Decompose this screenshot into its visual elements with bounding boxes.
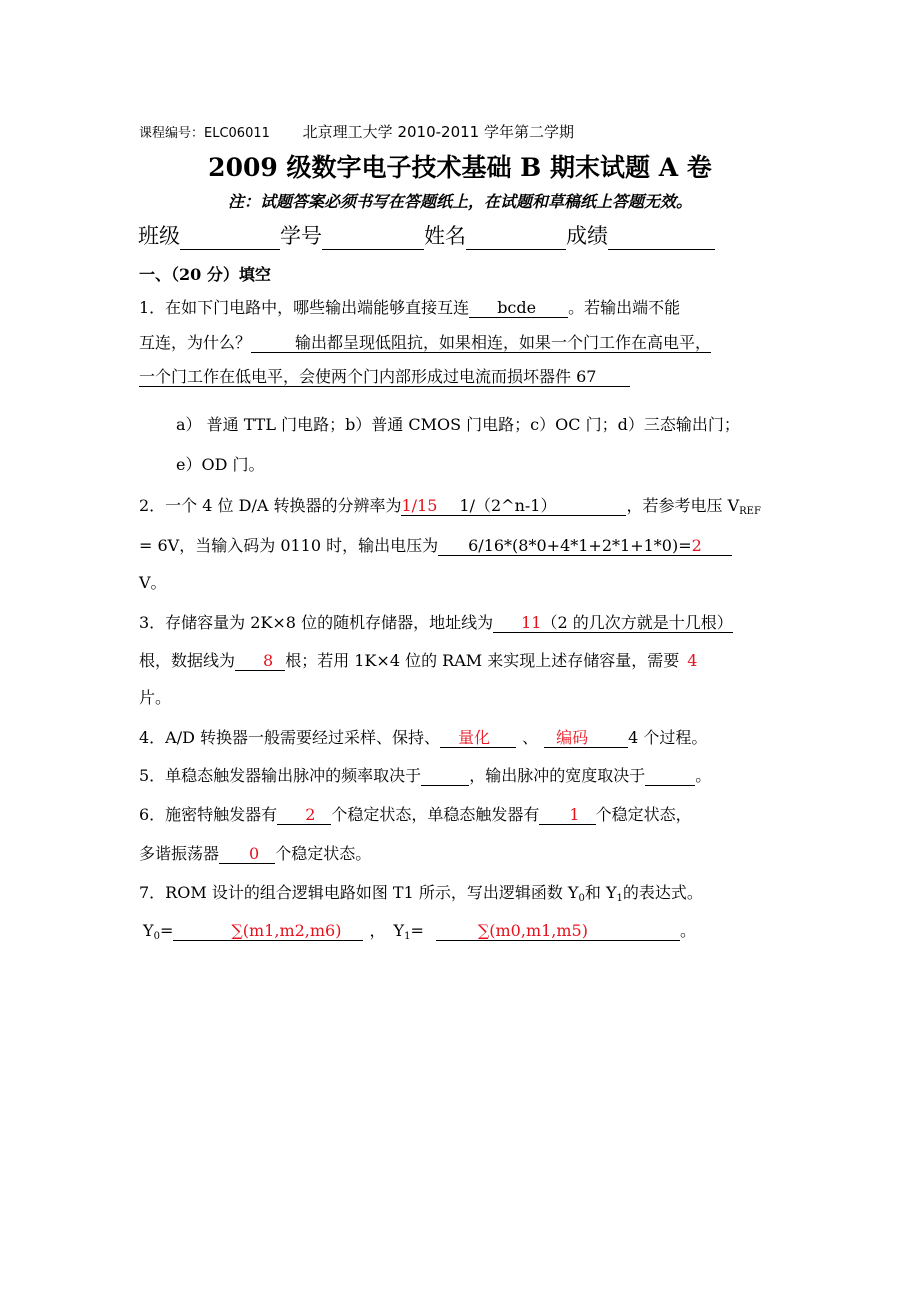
q1-line1 [139,295,680,318]
q1-line3 [139,367,630,387]
university-term: 北京理工大学 2010-2011 学年第二学期 [302,123,574,141]
name-label: 姓名 [424,224,466,248]
q3-line1 [139,610,733,633]
q6-text: 多谐振荡器 [139,844,220,863]
q2-text: 2．一个 4 位 D/A 转换器的分辨率为 [139,496,402,515]
q7-sub: 0 [578,893,585,904]
q5-text: 。 [695,766,712,785]
q1-options: e）OD 门。 [176,455,265,474]
q7-y: Y [143,921,154,940]
class-blank [180,227,280,250]
q7-y: Y [393,921,405,940]
q3-answer2: 8 [235,652,285,671]
q7-sub: 1 [616,893,623,904]
q3-line2 [139,648,697,671]
q3-answer [493,614,733,633]
q3-answer-red: 11 [521,613,542,632]
q6-line1 [139,802,692,825]
name-blank [466,227,566,250]
q1-reason: 一个门工作在低电平，会使两个门内部形成过电流而损坏器件 67 [139,368,630,387]
q3-unit: 片。 [139,688,172,707]
exam-title: 2009 级数字电子技术基础 B 期末试题 A 卷 [208,153,712,182]
score-blank [608,227,715,250]
q7-comma: ， [369,921,386,940]
q5-blank2 [645,767,695,786]
q2-answer2-red: 2 [691,536,702,555]
q1-text: 1．在如下门电路中，哪些输出端能够直接互连 [139,298,470,317]
q3-answer3: 4 [687,651,698,670]
q7-eq: = [159,921,174,940]
q3-text: 根，数据线为 [139,651,236,670]
header [139,121,574,142]
q4-text: 4．A/D 转换器一般需要经过采样、保持、 [139,728,441,747]
q5-text: 5．单稳态触发器输出脉冲的频率取决于 [139,766,422,785]
q1-text: 。若输出端不能 [568,298,681,317]
q1-text: 互连，为什么？ [139,333,252,352]
q2-formula: 6/16*(8*0+4*1+2*1+1*0)= [468,536,692,555]
q6-text: 个稳定状态， [595,805,692,824]
id-label: 学号 [280,224,322,248]
q1-reason: 输出都呈现低阻抗，如果相连，如果一个门工作在高电平， [251,334,711,353]
q2-answer-note: 1/（2^n-1） [459,496,557,515]
q5-text: ，输出脉冲的宽度取决于 [469,766,646,785]
student-info [138,220,715,250]
q6-text: 个稳定状态。 [275,844,372,863]
q1-answer: bcde [469,299,568,318]
q7-sub: 0 [153,931,160,942]
q7-eq: = [410,921,424,940]
q5-line [139,763,711,786]
q2-answer2 [438,537,732,556]
q3-text: 3．存储容量为 2K×8 位的随机存储器，地址线为 [139,613,494,632]
q2-unit: V。 [139,573,167,592]
q7-line2 [143,918,696,941]
section-heading: 一、（20 分）填空 [139,265,271,284]
q2-text: = 6V，当输入码为 0110 时，输出电压为 [139,536,439,555]
q6-answer2: 1 [539,806,595,825]
q7-answer-y0: ∑(m1,m2,m6) [173,922,363,941]
q3-answer-note: （2 的几次方就是十几根） [541,613,733,632]
q7-answer-y1: ∑(m0,m1,m5) [436,922,680,941]
q6-text: 6．施密特触发器有 [139,805,278,824]
q7-text: 的表达式。 [622,883,703,902]
q4-answer1: 量化 [440,729,516,748]
q2-line1 [139,493,761,516]
q7-text: 和 Y [584,883,617,902]
exam-note: 注：试题答案必须书写在答题纸上，在试题和草稿纸上答题无效。 [227,192,692,211]
q7-end: 。 [679,921,696,940]
q7-text: 7．ROM 设计的组合逻辑电路如图 T1 所示，写出逻辑函数 Y [139,883,579,902]
q4-sep: 、 [522,728,539,747]
q2-text: ，若参考电压 V [626,496,740,515]
id-blank [322,227,424,250]
q2-line2 [139,533,732,556]
score-label: 成绩 [566,224,608,248]
q1-options: a） 普通 TTL 门电路；b）普通 CMOS 门电路；c）OC 门；d）三态输出门； [176,415,740,434]
q6-text: 个稳定状态，单稳态触发器有 [331,805,540,824]
q7-sub: 1 [404,931,411,942]
q1-line2 [139,330,711,353]
q3-text: 根；若用 1K×4 位的 RAM 来实现上述存储容量，需要 [285,651,680,670]
q4-answer2: 编码 [544,729,628,748]
q2-answer [401,497,626,516]
q4-line [139,725,707,748]
q2-answer-red: 1/15 [401,496,438,515]
class-label: 班级 [138,224,180,248]
q7-line1 [139,880,703,903]
q6-answer1: 2 [277,806,331,825]
q6-line2 [139,841,371,864]
q4-text: 4 个过程。 [628,728,708,747]
q5-blank1 [421,767,469,786]
course-code: 课程编号：ELC06011 [139,126,270,141]
ref-subscript: REF [739,506,761,517]
q6-answer3: 0 [219,845,275,864]
